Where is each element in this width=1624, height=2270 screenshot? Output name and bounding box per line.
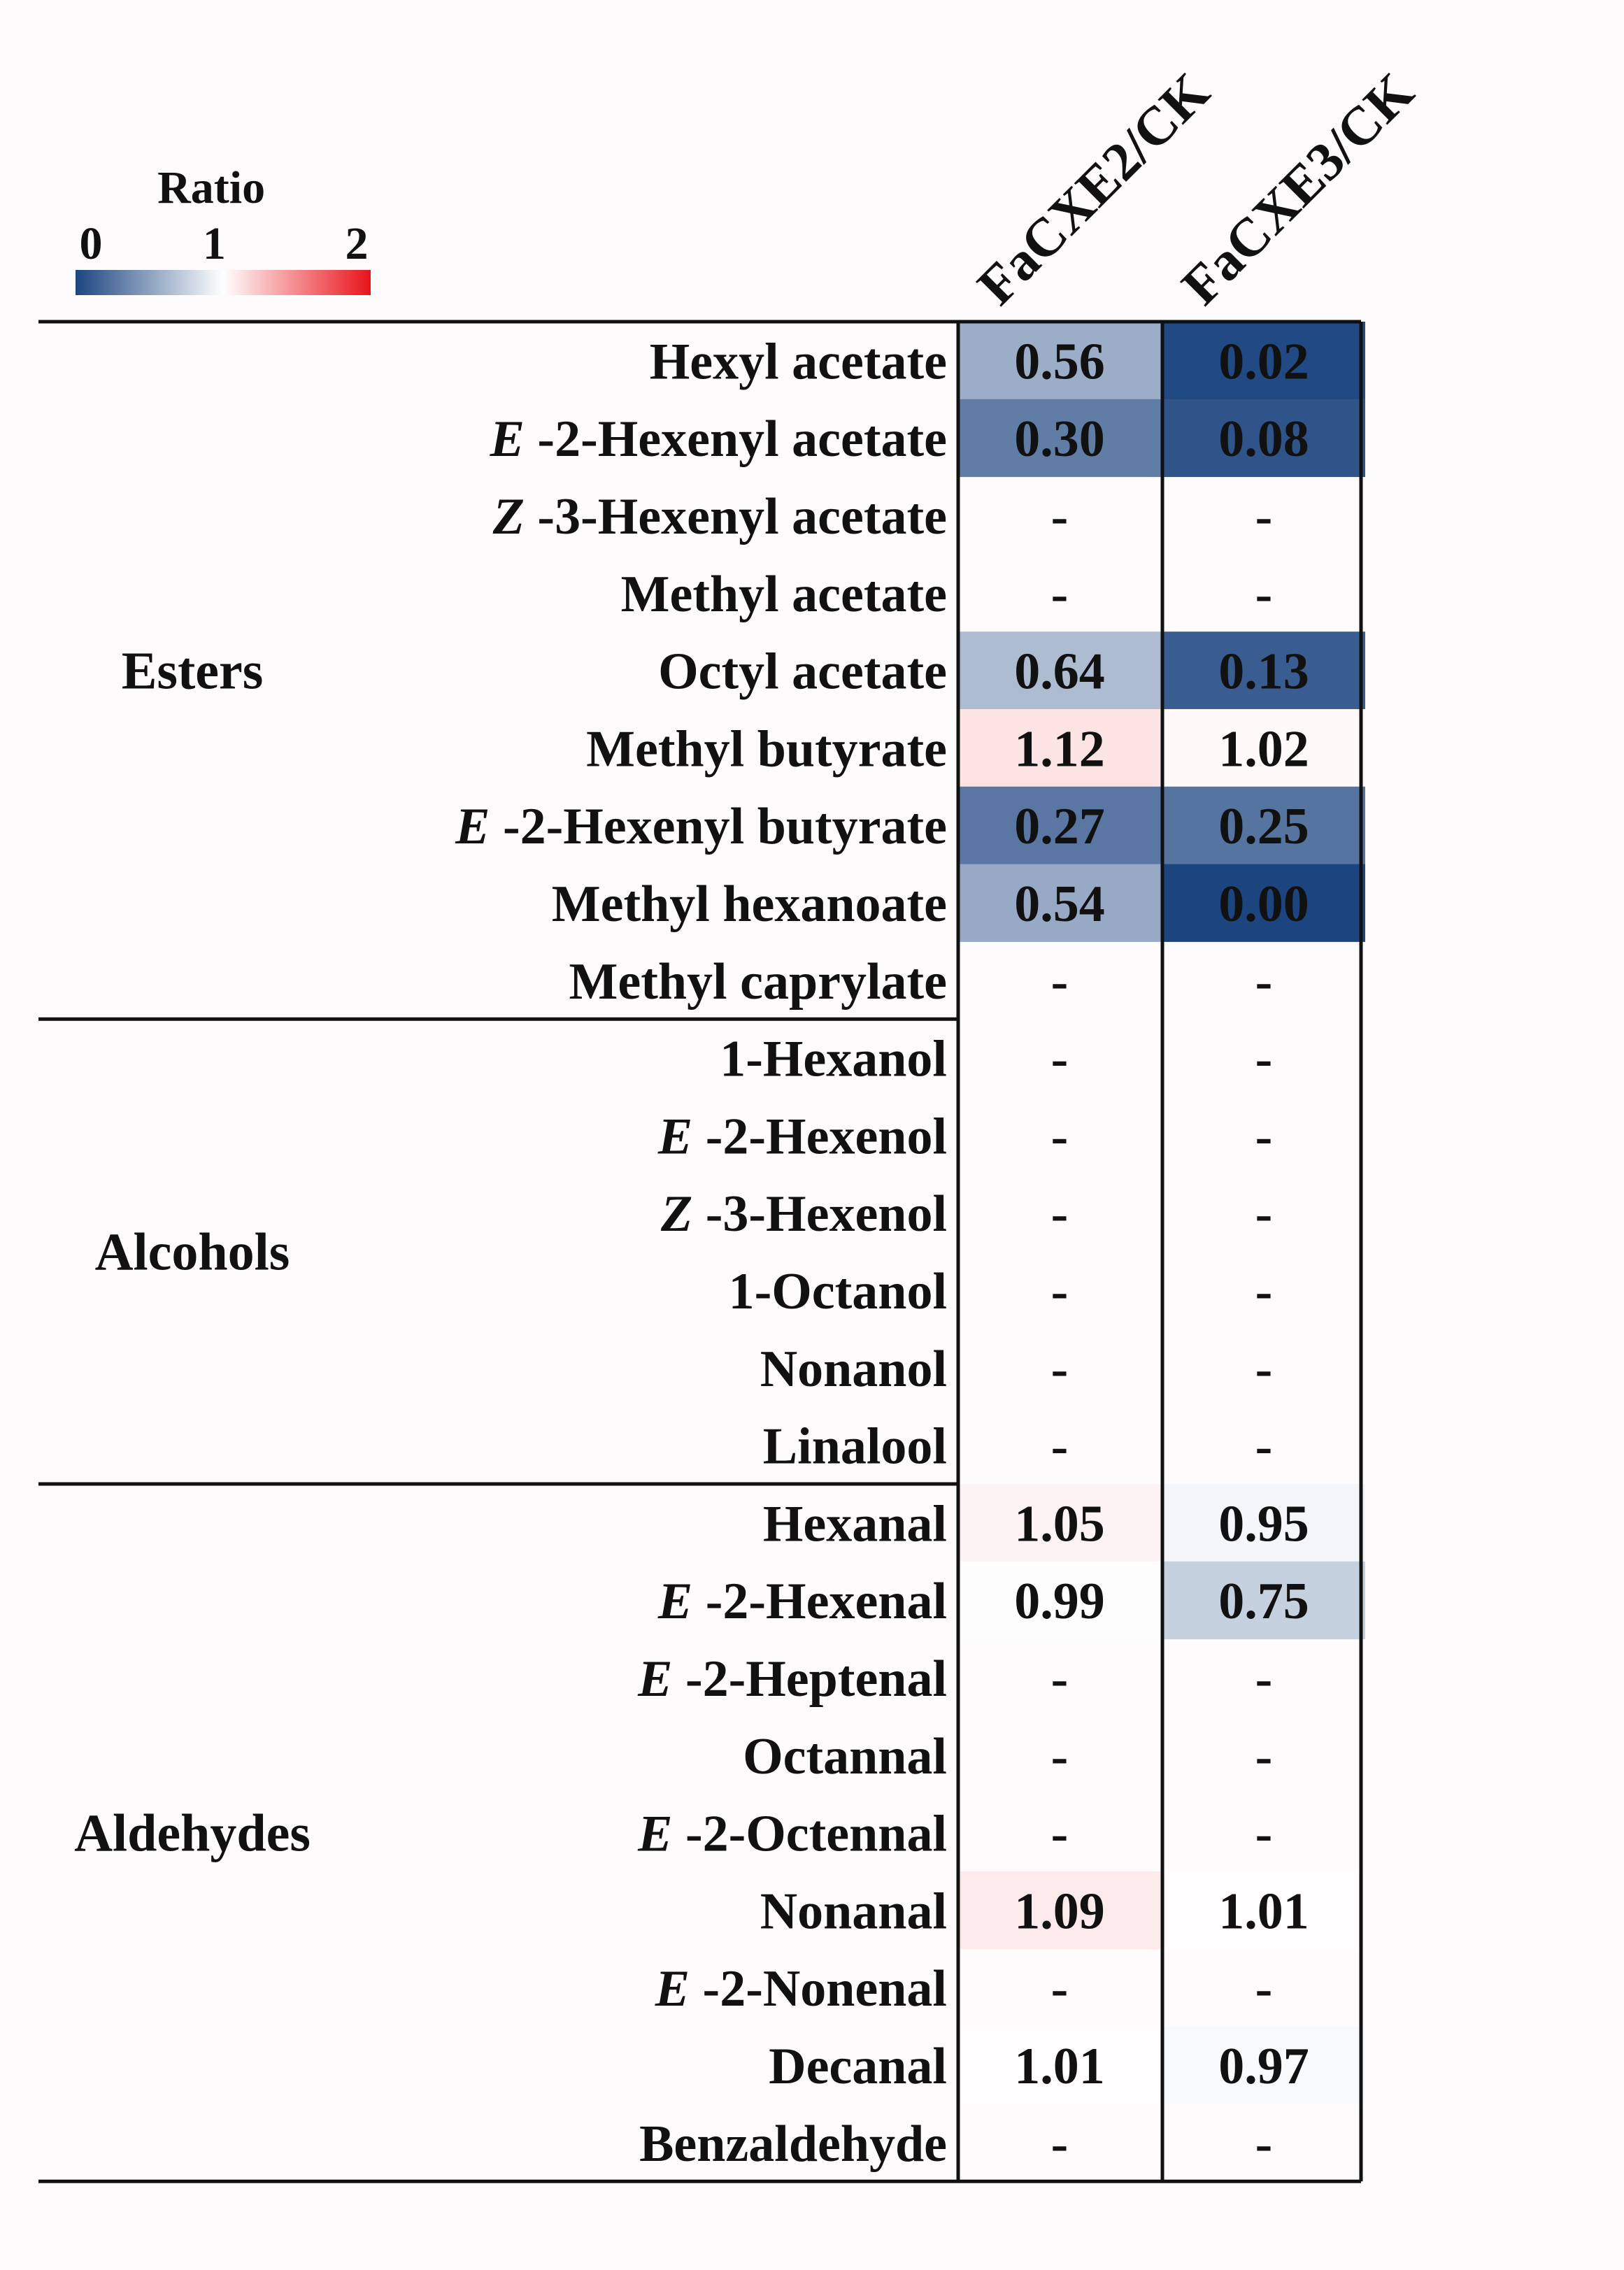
legend-tick-label: 2 (345, 218, 369, 269)
cell-value: - (1050, 1727, 1069, 1785)
cell-value: - (1050, 1030, 1069, 1088)
row-label: Z -3-Hexenyl acetate (492, 488, 947, 545)
cell-value: 0.99 (1014, 1573, 1105, 1631)
row-label: E -2-Hexenyl butyrate (455, 798, 947, 856)
row-label: Nonanol (760, 1340, 947, 1398)
cell-value: - (1255, 952, 1273, 1011)
legend-tick-label: 0 (79, 218, 103, 269)
cell-value: - (1255, 488, 1273, 545)
cell-value: 0.13 (1218, 643, 1309, 701)
cell-value: 0.64 (1014, 643, 1105, 701)
column-header: FaCXE2/CK (965, 61, 1221, 317)
cell-value: 1.01 (1014, 2038, 1105, 2095)
row-label: Octannal (743, 1727, 947, 1785)
legend-tick-label: 1 (202, 218, 226, 269)
row-label: Linalool (762, 1418, 947, 1476)
cell-value: - (1255, 1727, 1273, 1785)
row-label: Methyl butyrate (586, 720, 947, 778)
row-label: Methyl hexanoate (551, 876, 947, 933)
row-label: Methyl caprylate (569, 952, 947, 1011)
cell-value: - (1050, 488, 1069, 545)
cell-value: 0.54 (1014, 876, 1105, 933)
cell-value: - (1050, 1805, 1069, 1863)
row-label: Octyl acetate (658, 643, 947, 701)
cell-value: 0.30 (1014, 411, 1105, 469)
cell-value: - (1255, 1263, 1273, 1320)
cell-value: 0.08 (1218, 411, 1309, 469)
row-labels (455, 333, 947, 2172)
cell-value: - (1050, 2115, 1069, 2173)
ratio-legend (76, 162, 371, 295)
legend-color-bar (76, 270, 371, 295)
cell-value: 1.01 (1218, 1883, 1309, 1941)
row-label: Hexanal (762, 1495, 947, 1553)
cell-value: - (1050, 952, 1069, 1011)
cell-value: - (1050, 1108, 1069, 1166)
cell-value: 0.27 (1014, 798, 1105, 856)
group-labels (74, 642, 311, 1863)
cell-value: 0.02 (1218, 333, 1309, 391)
group-label: Aldehydes (74, 1804, 311, 1863)
legend-title: Ratio (157, 162, 266, 213)
cell-value: 1.02 (1218, 720, 1309, 778)
cell-value: - (1050, 1418, 1069, 1476)
cell-value: - (1255, 1418, 1273, 1476)
cell-value: - (1050, 1650, 1069, 1708)
cell-value: - (1050, 1263, 1069, 1320)
row-label: Decanal (769, 2038, 947, 2095)
cell-value: - (1255, 1185, 1273, 1243)
cell-value: 0.56 (1014, 333, 1105, 391)
row-label: E -2-Octennal (638, 1805, 947, 1863)
group-label: Alcohols (94, 1222, 290, 1282)
row-label: Benzaldehyde (639, 2115, 947, 2173)
cell-value: - (1255, 1805, 1273, 1863)
row-label: E -2-Hexenal (657, 1573, 947, 1631)
cell-value: 0.25 (1218, 798, 1309, 856)
cell-value: - (1255, 1340, 1273, 1398)
row-label: E -2-Nonenal (655, 1960, 947, 2018)
cell-value: 1.09 (1014, 1883, 1105, 1941)
row-label: Z -3-Hexenol (661, 1185, 947, 1243)
row-label: Nonanal (760, 1883, 947, 1941)
column-headers (966, 61, 1425, 316)
cell-value: - (1255, 2115, 1273, 2173)
cell-value: - (1255, 1960, 1273, 2018)
cell-value: - (1255, 565, 1273, 623)
cell-value: 0.75 (1218, 1573, 1309, 1631)
row-label: 1-Octanol (728, 1263, 947, 1320)
cell-value: 0.97 (1218, 2038, 1309, 2095)
row-label: E -2-Hexenyl acetate (490, 411, 947, 469)
row-label: E -2-Heptenal (638, 1650, 947, 1708)
cell-value: 1.12 (1014, 720, 1105, 778)
cell-value: - (1255, 1650, 1273, 1708)
column-header: FaCXE3/CK (1169, 61, 1425, 317)
row-label: E -2-Hexenol (657, 1108, 947, 1166)
row-label: Hexyl acetate (649, 333, 947, 391)
cell-value: - (1050, 565, 1069, 623)
cell-value: - (1255, 1030, 1273, 1088)
cell-value: - (1050, 1340, 1069, 1398)
cell-value: 0.00 (1218, 876, 1309, 933)
group-label: Esters (121, 641, 264, 701)
cell-value: 0.95 (1218, 1495, 1309, 1553)
cell-value: 1.05 (1014, 1495, 1105, 1553)
row-label: 1-Hexanol (720, 1030, 947, 1088)
row-label: Methyl acetate (620, 565, 947, 623)
cell-value: - (1255, 1108, 1273, 1166)
cell-value: - (1050, 1960, 1069, 2018)
cell-value: - (1050, 1185, 1069, 1243)
